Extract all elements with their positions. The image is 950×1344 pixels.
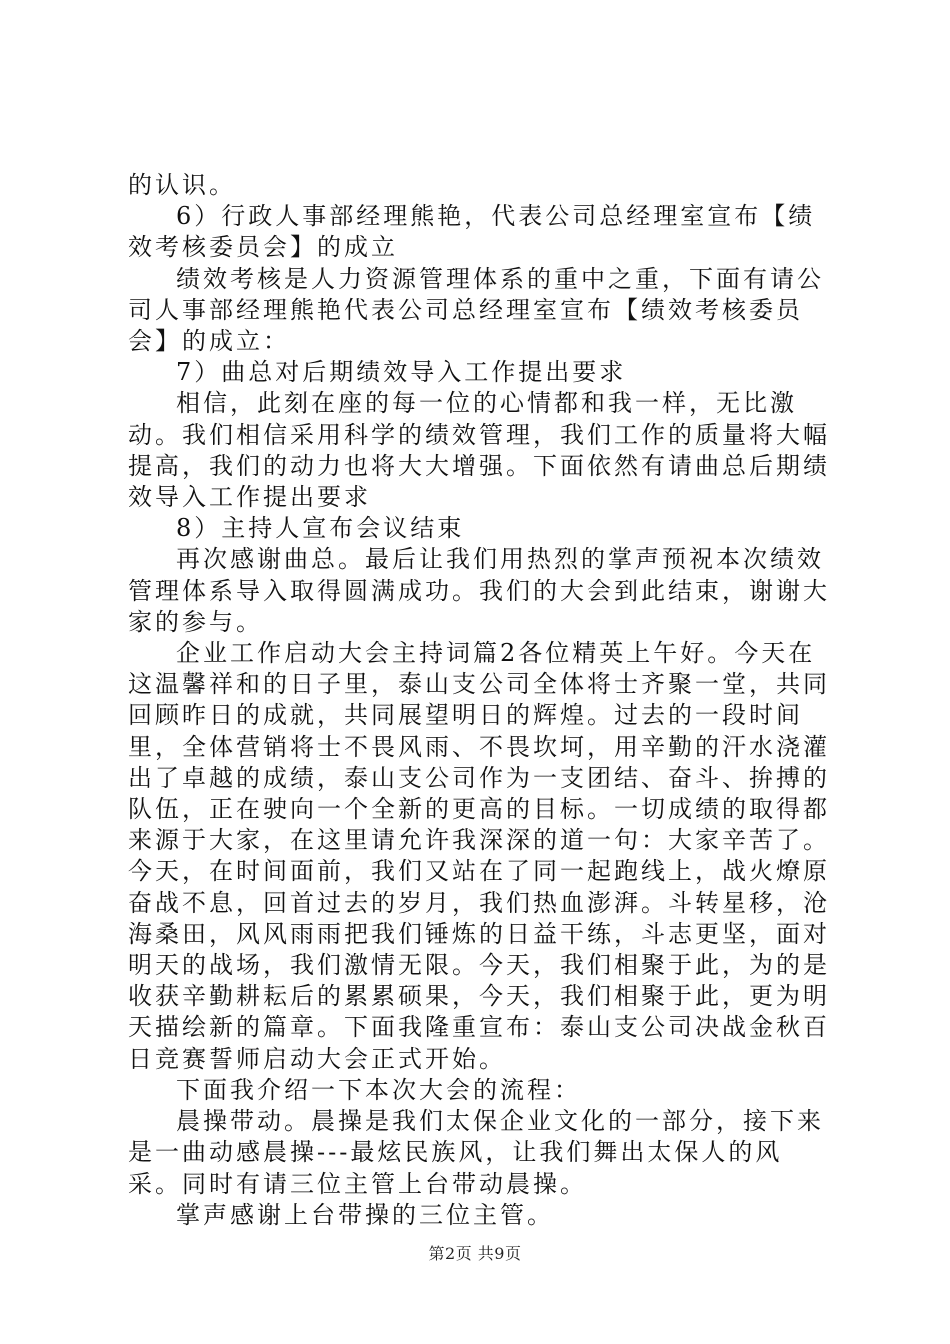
paragraph-9: 下面我介绍一下本次大会的流程： <box>176 1075 581 1104</box>
document-body <box>128 170 832 1231</box>
paragraph-11: 掌声感谢上台带操的三位主管。 <box>176 1200 554 1229</box>
page-number-label: 第2页 共9页 <box>428 1244 522 1263</box>
paragraph-1: 的认识。 <box>128 171 236 199</box>
paragraph-10: 晨操带动。晨操是我们太保企业文化的一部分，接下来是一曲动感晨操---最炫民族风，让我们舞出太保人的风采。同时有请三位主管上台带动晨操。 <box>128 1107 824 1198</box>
paragraph-7: 再次感谢曲总。最后让我们用热烈的掌声预祝本次绩效管理体系导入取得圆满成功。我们的大会到此结束，谢谢大家的参与。 <box>128 545 830 636</box>
paragraph-8: 企业工作启动大会主持词篇2各位精英上午好。今天在这温馨祥和的日子里，泰山支公司全体将士齐聚一堂，共同回顾昨日的成就，共同展望明日的辉煌。过去的一段时间里，全体营销将士不畏风雨、不畏坎坷，用辛勤的汗水浇灌出了卓越的成绩，泰山支公司作为一支团结、奋斗、拚搏的队伍，正在驶向一个全新的更高的目标。一切成绩的取得都来源于大家，在这里请允许我深深的道一句：大家辛苦了。今天，在时间面前，我们又站在了同一起跑线上，战火燎原奋战不息，回首过去的岁月，我们热血澎湃。斗转星移，沧海桑田，风风雨雨把我们锤炼的日益干练，斗志更坚，面对明天的战场，我们激情无限。今天，我们相聚于此，为的是收获辛勤耕耘后的累累硕果，今天，我们相聚于此，更为明天描绘新的篇章。下面我隆重宣布：泰山支公司决战金秋百日竞赛誓师启动大会正式开始。 <box>128 639 830 1073</box>
paragraph-6: 8）主持人宣布会议结束 <box>176 514 465 543</box>
page-footer <box>0 1244 950 1264</box>
paragraph-5: 相信，此刻在座的每一位的心情都和我一样，无比激动。我们相信采用科学的绩效管理，我们工作的质量将大幅提高，我们的动力也将大大增强。下面依然有请曲总后期绩效导入工作提出要求 <box>128 389 830 512</box>
paragraph-4: 7）曲总对后期绩效导入工作提出要求 <box>176 358 627 387</box>
paragraph-2: 6）行政人事部经理熊艳，代表公司总经理室宣布【绩效考核委员会】的成立 <box>128 202 816 262</box>
paragraph-3: 绩效考核是人力资源管理体系的重中之重，下面有请公司人事部经理熊艳代表公司总经理室宣布【绩效考核委员会】的成立： <box>128 264 824 356</box>
